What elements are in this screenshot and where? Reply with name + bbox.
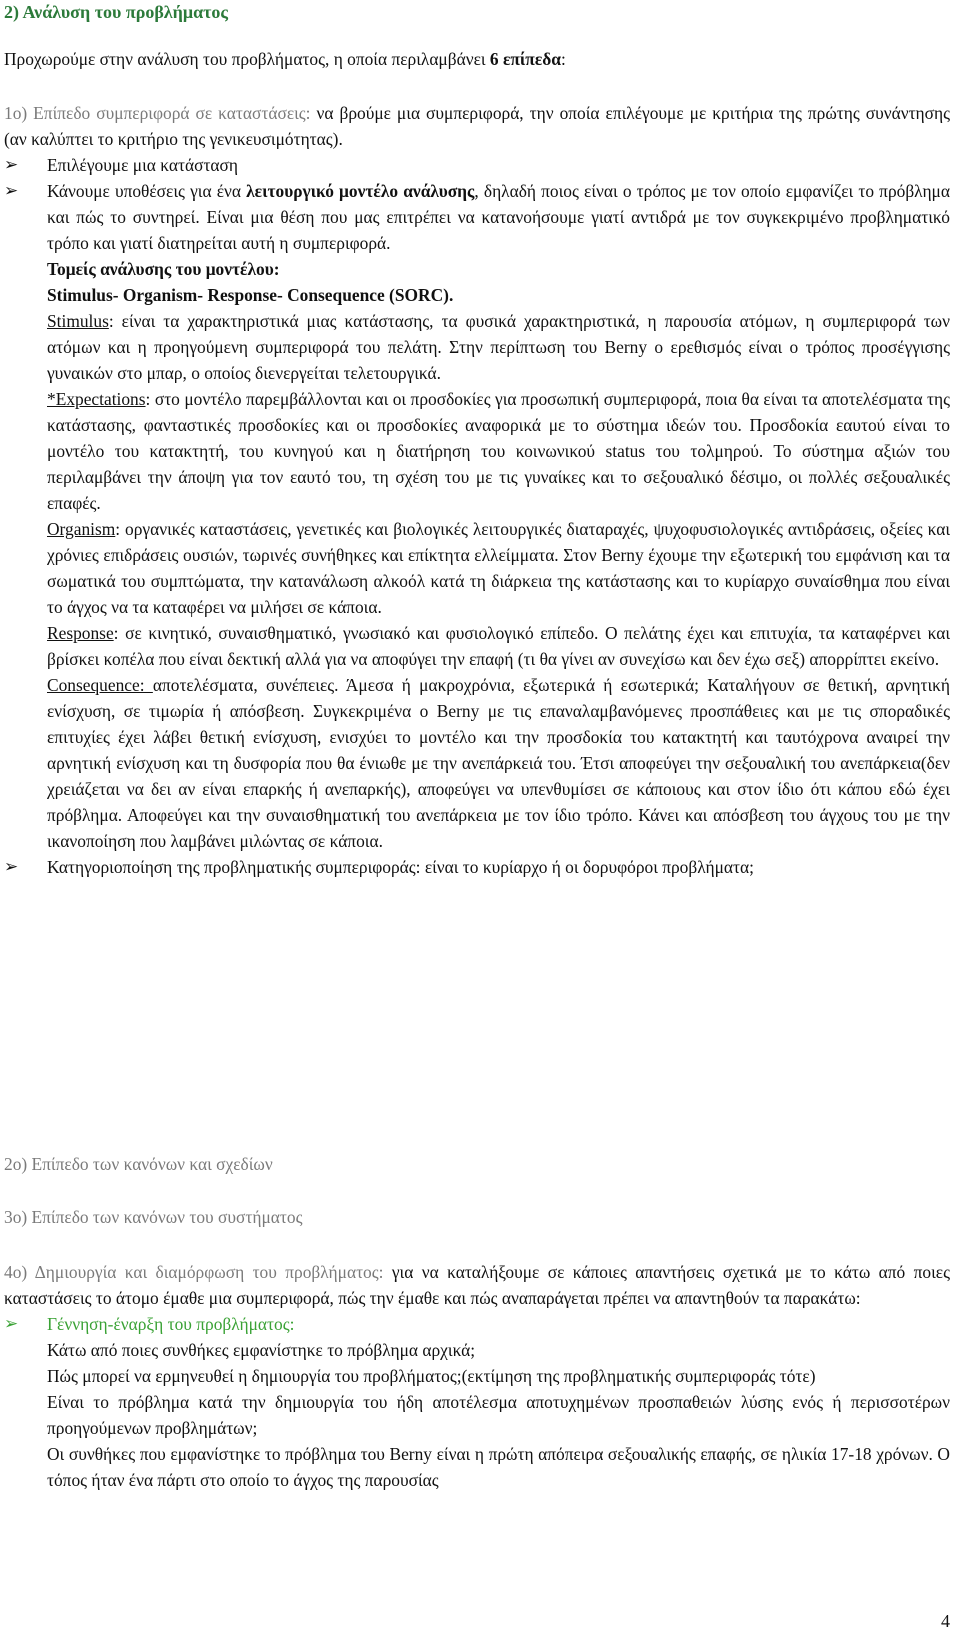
bullet-arrow-icon: ➢ — [4, 155, 19, 175]
question-3: Είναι το πρόβλημα κατά την δημιουργία του ήδη αποτέλεσμα αποτυχημένων προσπαθειών λύσης ενός ή περισσοτέρων προηγούμενων προβλημάτων; — [47, 1392, 950, 1438]
stimulus-paragraph: Stimulus: είναι τα χαρακτηριστικά μιας κατάστασης, τα φυσικά χαρακτηριστικά, η παρουσία ατόμων, η συμπεριφορά των ατόμων και η προηγούμενη συμπεριφορά του πελάτη. Στην περίπτωση του Berny ο ερεθισμός είναι ο τρόπος προσέγγισης γυναικών στο μπαρ, ο οποίος διενεργείται τελετουργικά. — [47, 311, 950, 383]
intro-bold: 6 επίπεδα — [489, 49, 561, 69]
consequence-paragraph: Consequence: αποτελέσματα, συνέπειες. Άμεσα ή μακροχρόνια, εξωτερικά ή εσωτερικά; Καταλήγουν σε θετική, αρνητική ενίσχυση, σε τιμωρία ή απόσβεση. Συγκεκριμένα ο Berny με τις επαναλαμβανόμενες προσπάθειες και με τις σποραδικές επιτυχίες έχει λάβει θετική ενίσχυση, ενισχύει το μοντέλο και την προσδοκία του κατακτητή και ταυτόχρονα αναιρεί την αρνητική ενίσχυση και τη δυσφορία που θα ένιωθε με την ανεπάρκειά του. Έτσι αποφεύγει την σεξουαλική του ανεπάρκεια(δεν χρειάζεται να δει αν είναι επαρκής ή ανεπαρκής), αποφεύγει να υπενθυμίσει σε κάποιους και στον ίδιο ότι κάπου εδώ έχει πρόβλημα. Αποφεύγει και την συναισθηματική του ανεπάρκεια με τον ίδιο τρόπο. Κάνει και απόσβεση του άγχους του με την ικανοποίηση που λαμβάνει μιλώντας σε κάποια. — [47, 675, 951, 851]
page-number: 4 — [941, 1611, 950, 1631]
section-heading: 2) Ανάλυση του προβλήματος — [4, 2, 229, 22]
level4-paragraph: 4ο) Δημιουργία και διαμόρφωση του προβλήματος: για να καταλήξουμε σε κάποιες απαντήσεις σχετικά με το κάτω από ποιες καταστάσεις το άτομο έμαθε μια συμπεριφορά, πώς την έμαθε και πώς αναπαράγεται πρέπει να απαντηθούν τα παρακάτω: — [4, 1262, 950, 1308]
bullet-arrow-icon: ➢ — [4, 181, 19, 201]
bullet-categorization: ➢ Κατηγοριοποίηση της προβληματικής συμπεριφοράς: είναι το κυρίαρχο ή οι δορυφόροι προβλήματα; — [4, 854, 950, 880]
bullet-arrow-icon: ➢ — [4, 857, 19, 877]
question-2: Πώς μπορεί να ερμηνευθεί η δημιουργία του προβλήματος;(εκτίμηση της προβληματικής συμπεριφοράς τότε) — [47, 1366, 816, 1386]
level2-line: 2ο) Επίπεδο των κανόνων και σχεδίων — [4, 1154, 273, 1174]
level3-line: 3ο) Επίπεδο των κανόνων του συστήματος — [4, 1207, 303, 1227]
level4-title: 4ο) Δημιουργία και διαμόρφωση του προβλήματος: — [4, 1262, 384, 1282]
expectations-paragraph: *Expectations: στο μοντέλο παρεμβάλλονται και οι προσδοκίες για προσωπική συμπεριφορά, ποια θα είναι τα αποτελέσματα της κατάστασης, φανταστικές προσδοκίες και οι προσδοκίες αναφορικά με το σύστημα ιδεών του. Προσδοκία εαυτού είναι το μοντέλο του κατακτητή, του κυνηγού και η διατήρηση του κοινωνικού status του τολμηρού. Το σύστημα αξιών του περιλαμβάνει την άποψη για τον εαυτό του, τη σχέση του με τις γυναίκες και το σεξουαλικό δέσιμο, οι πολλές σεξουαλικές επαφές. — [47, 389, 950, 513]
intro-paragraph: Προχωρούμε στην ανάλυση του προβλήματος, η οποία περιλαμβάνει 6 επίπεδα: — [4, 49, 566, 69]
bullet-arrow-icon: ➢ — [4, 1314, 19, 1334]
organism-paragraph: Organism: οργανικές καταστάσεις, γενετικές και βιολογικές λειτουργικές διαταραχές, ψυχοφυσιολογικές αντιδράσεις, οξείες και χρόνιες επιδράσεις ουσιών, τωρινές συνήθηκες και επίκτητα ελλείμματα. Στον Berny έχουμε την εξωτερική του εμφάνιση και τα σωματικά του συμπτώματα, την κατανάλωση αλκοόλ κατά τη διάρκεια της κατάστασης και το κυρίαρχο συναίσθημα που είναι το άγχος να τα καταφέρει να μιλήσει σε κάποια. — [47, 519, 950, 617]
bullet-select-situation: ➢ Επιλέγουμε μια κατάσταση — [4, 152, 950, 178]
sorc-line: Stimulus- Organism- Response- Consequence (SORC). — [47, 285, 454, 305]
berny-conditions: Οι συνθήκες που εμφανίστηκε το πρόβλημα του Berny είναι η πρώτη απόπειρα σεξουαλικής επαφής, σε ηλικία 17-18 χρόνων. Ο τόπος ήταν ένα πάρτι στο οποίο το άγχος της παρουσίας — [47, 1444, 950, 1490]
question-1: Κάτω από ποιες συνθήκες εμφανίστηκε το πρόβλημα αρχικά; — [47, 1340, 476, 1360]
level1-paragraph: 1ο) Επίπεδο συμπεριφορά σε καταστάσεις: να βρούμε μια συμπεριφορά, την οποία επιλέγουμε με κριτήρια της πρώτης συνάντησης (αν καλύπτει το κριτήριο της γενικευσιμότητας). — [4, 103, 951, 149]
bullet-hypotheses: ➢ Κάνουμε υποθέσεις για ένα λειτουργικό μοντέλο ανάλυσης, δηλαδή ποιος είναι ο τρόπος με τον οποίο εμφανίζει το πρόβλημα και πώς το συντηρεί. Είναι μια θέση που μας επιτρέπει να κατανοήσουμε γιατί αντιδρά με τον συγκεκριμένο προβληματικό τρόπο και γιατί διατηρείται αυτή η συμπεριφορά. — [4, 178, 950, 256]
bullet-genesis: ➢ Γέννηση-έναρξη του προβλήματος: — [4, 1311, 950, 1337]
response-paragraph: Response: σε κινητικό, συναισθηματικό, γνωσιακό και φυσιολογικό επίπεδο. Ο πελάτης έχει και επιτυχία, τα καταφέρνει και βρίσκει κοπέλα που είναι δεκτική αλλά για να αποφύγει την επαφή (τι θα γίνει αν συνεχίσω και δεν έχω σεξ) απορρίπτει εκείνο. — [47, 623, 950, 669]
model-title: Τομείς ανάλυσης του μοντέλου: — [47, 259, 280, 279]
level1-title: 1ο) Επίπεδο συμπεριφορά σε καταστάσεις: — [4, 103, 311, 123]
